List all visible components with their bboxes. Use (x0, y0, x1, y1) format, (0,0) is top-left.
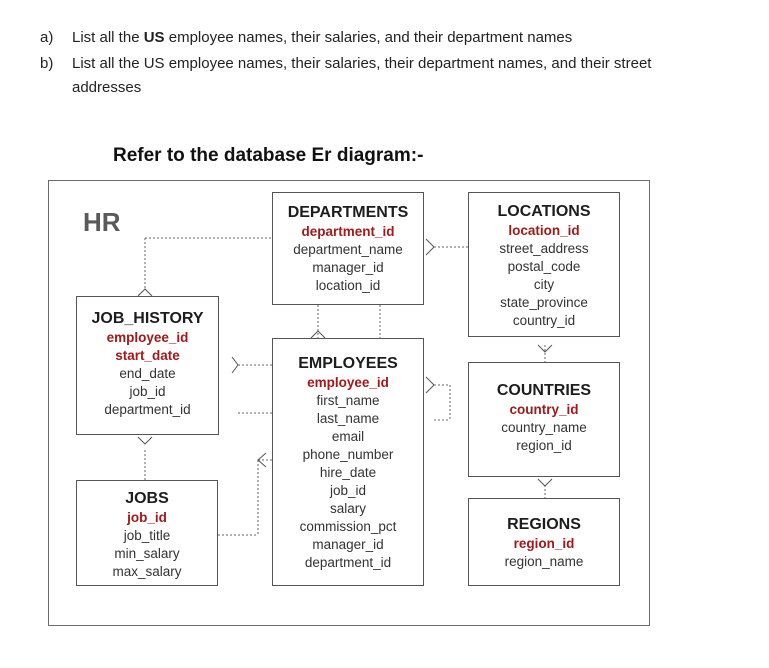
entity-field: job_title (123, 528, 171, 543)
schema-label: HR (83, 207, 121, 237)
entity-pk-field: employee_id (307, 375, 389, 390)
entity-pk-field: job_id (127, 510, 167, 525)
entity-pk-field: start_date (115, 348, 180, 363)
entity-field: manager_id (312, 537, 384, 552)
entity-title: REGIONS (507, 516, 581, 533)
entity-title: EMPLOYEES (298, 355, 398, 372)
entity-field: commission_pct (299, 519, 397, 534)
entity-field: job_id (129, 384, 166, 399)
entity-pk-field: region_id (513, 536, 575, 551)
question-a-text-1: List all the (72, 29, 144, 46)
entity-field: country_id (512, 313, 576, 328)
entity-pk-field: department_id (301, 224, 395, 239)
entity-job-history (76, 296, 219, 435)
entity-field: phone_number (302, 447, 394, 462)
entity-field: department_name (293, 242, 403, 257)
entity-field: manager_id (312, 260, 384, 275)
entity-field: end_date (119, 366, 176, 381)
question-b-label: b) (40, 55, 54, 72)
entity-title: JOBS (125, 490, 169, 507)
entity-jobs (76, 480, 218, 586)
entity-field: job_id (329, 483, 367, 498)
entity-title: LOCATIONS (497, 203, 591, 220)
question-b-line-1: List all the US employee names, their salaries, their department names, and their street (72, 55, 652, 72)
entity-field: first_name (316, 393, 380, 408)
entity-field: department_id (304, 555, 392, 570)
entity-field: department_id (104, 402, 191, 417)
entity-field: street_address (499, 241, 589, 256)
question-b-line-2: addresses (72, 79, 142, 96)
entity-field: last_name (316, 411, 380, 426)
entity-field: location_id (315, 278, 381, 293)
entity-field: state_province (500, 295, 588, 310)
entity-field: region_name (504, 554, 584, 569)
entity-field: region_id (516, 438, 572, 453)
question-a-text (72, 28, 572, 48)
entity-countries (468, 362, 620, 477)
diagram-heading: Refer to the database Er diagram:- (113, 145, 424, 166)
entity-field: email (331, 429, 365, 444)
entity-pk-field: country_id (509, 402, 579, 417)
entity-title: COUNTRIES (496, 382, 592, 399)
entity-regions (468, 498, 620, 586)
entity-title: JOB_HISTORY (91, 310, 204, 327)
entity-field: salary (329, 501, 366, 516)
question-a-label: a) (40, 29, 54, 46)
question-b (40, 54, 760, 98)
entity-field: hire_date (319, 465, 377, 480)
entity-field: max_salary (112, 564, 182, 579)
entity-field: city (533, 277, 555, 292)
entity-field: min_salary (114, 546, 180, 561)
entity-pk-field: employee_id (106, 330, 189, 345)
question-a-text-2: employee names, their salaries, and their department names (164, 29, 573, 46)
entity-pk-field: location_id (508, 223, 580, 238)
entity-title: DEPARTMENTS (287, 204, 409, 221)
entity-employees (272, 338, 424, 586)
entity-locations (468, 192, 620, 337)
entity-field: country_name (501, 420, 587, 435)
question-a (40, 28, 740, 48)
entity-departments (272, 192, 424, 305)
entity-field: postal_code (507, 259, 581, 274)
question-a-emphasis: US (143, 29, 165, 46)
